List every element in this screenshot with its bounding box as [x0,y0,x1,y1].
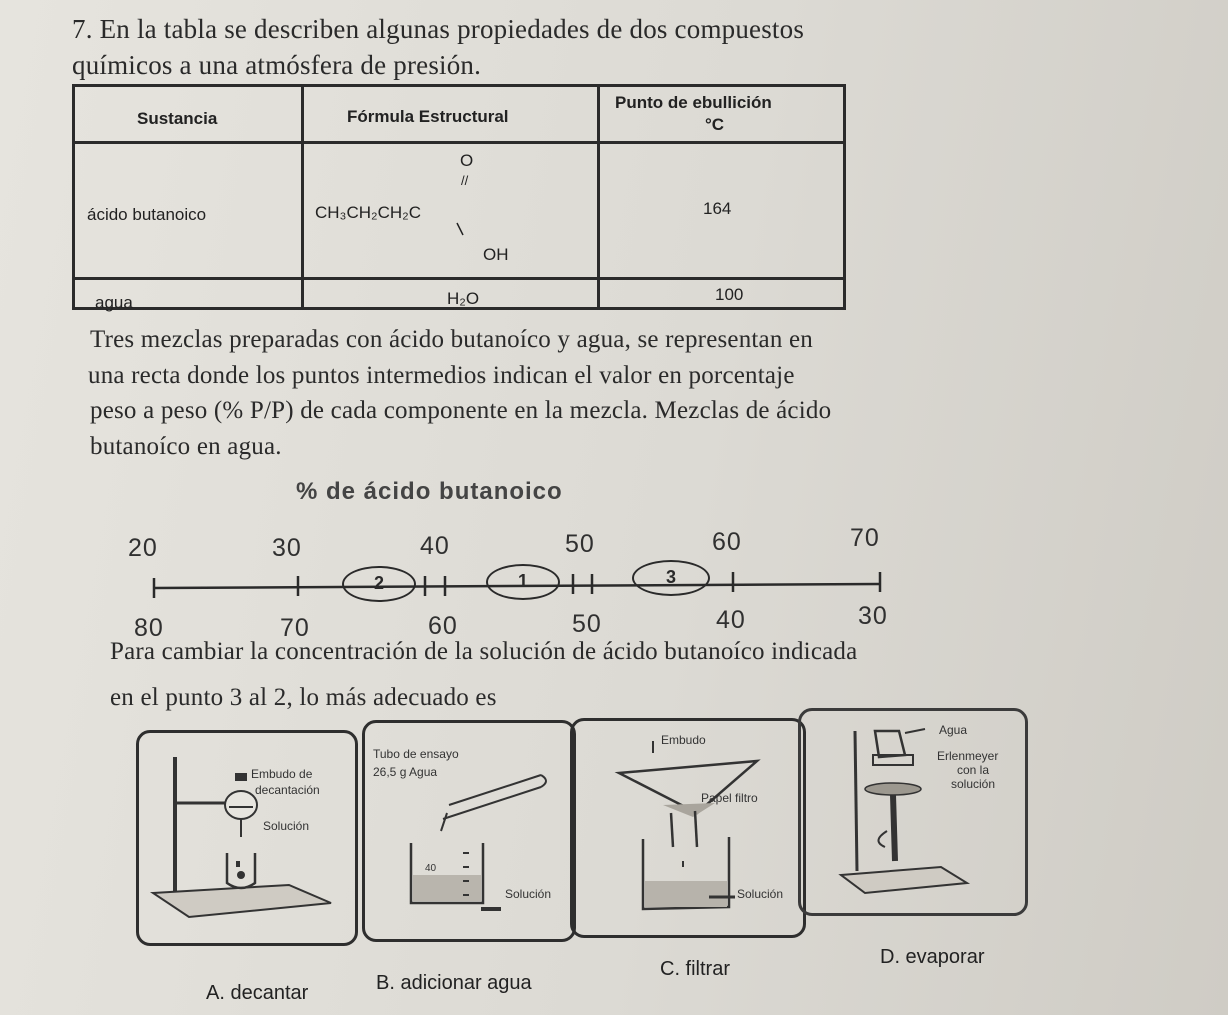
panel-a-decantation [136,730,358,946]
separatory-funnel-diagram [139,733,361,949]
table-col-divider-1 [301,87,304,307]
panel-d-label-1: Agua [939,723,968,737]
scale-bottom-30: 30 [858,602,888,630]
panel-c-filtration [570,718,806,938]
paragraph-line-3: peso a peso (% P/P) de cada componente en la mezcla. Mezclas de ácido [90,397,832,424]
panel-c-label-2: Papel filtro [701,791,758,805]
panel-d-evaporation [798,708,1028,916]
option-c[interactable]: C. filtrar [660,958,730,980]
header-boiling-point: Punto de ebullición [615,93,772,112]
panel-a-label-1: Embudo de [251,767,313,781]
scale-top-20: 20 [128,534,158,562]
panel-b-label-2: 26,5 g Agua [373,765,438,779]
panel-d-label-3: con la [957,763,990,777]
svg-text:40: 40 [425,863,437,874]
scale-bottom-70: 70 [280,614,310,642]
panel-b-label-3: Solución [505,887,552,901]
formula-single-bond [455,221,467,239]
panel-d-label-2: Erlenmeyer [937,749,999,763]
table-header-divider [75,141,843,144]
header-unit: °C [705,115,725,134]
scale-bottom-40: 40 [716,606,746,634]
paragraph-line-4: butanoíco en agua. [90,433,282,460]
scale-top-50: 50 [565,530,595,558]
option-d[interactable]: D. evaporar [880,946,985,968]
cell-substance-2: agua [95,293,133,312]
table-col-divider-2 [597,87,600,307]
table-row-divider [75,277,843,280]
evaporation-diagram [801,711,1031,919]
option-b[interactable]: B. adicionar agua [376,972,532,994]
prompt-line-2: en el punto 3 al 2, lo más adecuado es [110,684,497,711]
scale-bottom-50: 50 [572,610,602,638]
scale-bottom-60: 60 [428,612,458,640]
cell-bp-1: 164 [703,199,732,218]
scale-title: % de ácido butanoico [296,478,563,505]
scale-bottom-80: 80 [134,614,164,642]
question-line-1: 7. En la tabla se describen algunas propiedades de dos compuestos [72,14,805,44]
formula-chain: CH₃CH₂CH₂C [315,203,422,222]
scale-top-60: 60 [712,528,742,556]
panel-a-label-3: Solución [263,819,310,833]
panel-c-label-1: Embudo [661,733,706,747]
properties-table [72,84,846,310]
scale-top-40: 40 [420,532,450,560]
question-line-2: químicos a una atmósfera de presión. [72,50,482,80]
paragraph-line-2: una recta donde los puntos intermedios indican el valor en porcentaje [88,362,795,389]
paragraph-line-1: Tres mezclas preparadas con ácido butanoíco y agua, se representan en [90,326,814,353]
formula-hydroxyl: OH [483,245,509,264]
formula-oxygen: O [460,151,474,170]
formula-double-bond: // [461,173,469,188]
point-2-marker: 2 [342,566,416,602]
panel-a-label-2: decantación [255,783,320,797]
prompt-line-1: Para cambiar la concentración de la solución de ácido butanoíco indicada [110,638,858,665]
scale-top-70: 70 [850,524,880,552]
filtration-diagram [573,721,809,941]
scale-top-30: 30 [272,534,302,562]
panel-b-add-water [362,720,576,942]
panel-b-label-1: Tubo de ensayo [373,747,459,761]
option-a[interactable]: A. decantar [206,982,309,1004]
cell-formula-2: H₂O [447,289,480,308]
panel-c-label-3: Solución [737,887,784,901]
panel-d-label-4: solución [951,777,996,791]
point-3-marker: 3 [632,560,710,596]
header-formula: Fórmula Estructural [347,107,509,126]
cell-bp-2: 100 [715,285,744,304]
cell-substance-1: ácido butanoico [87,205,207,224]
point-1-marker: 1 [486,564,560,600]
header-substance: Sustancia [137,109,218,128]
